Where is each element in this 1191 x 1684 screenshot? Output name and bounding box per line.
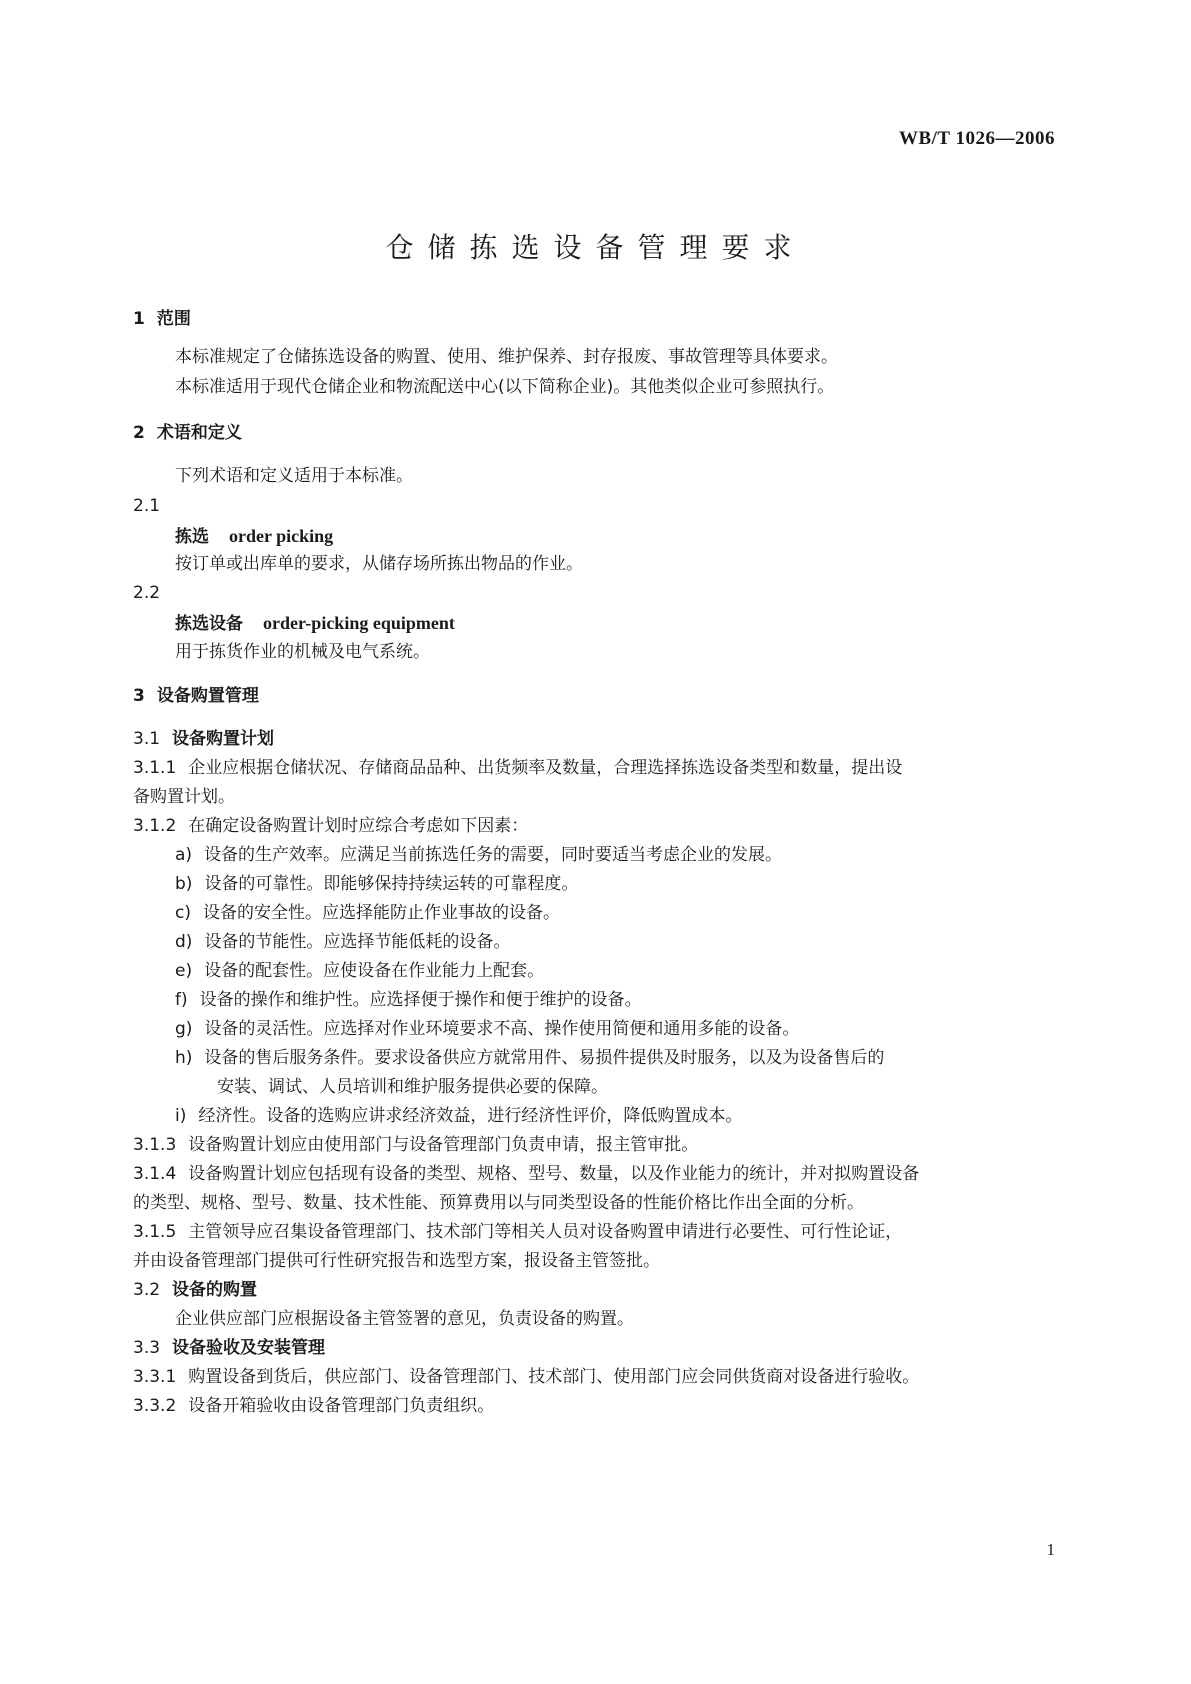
list-label: b) bbox=[175, 874, 193, 894]
list-text: 设备的售后服务条件。要求设备供应方就常用件、易损件提供及时服务，以及为设备售后的 bbox=[204, 1048, 885, 1068]
clause-continuation: 备购置计划。 bbox=[133, 787, 235, 807]
clause-text: 设备购置计划应由使用部门与设备管理部门负责申请，报主管审批。 bbox=[188, 1135, 699, 1155]
list-label: e) bbox=[175, 961, 193, 981]
list-item bbox=[175, 872, 578, 896]
section-title: 范围 bbox=[156, 309, 191, 329]
list-text: 经济性。设备的选购应讲求经济效益，进行经济性评价，降低购置成本。 bbox=[198, 1106, 743, 1126]
paragraph: 本标准适用于现代仓储企业和物流配送中心(以下简称企业)。其他类似企业可参照执行。 bbox=[175, 377, 835, 397]
section-number: 1 bbox=[133, 309, 145, 329]
clause bbox=[133, 814, 528, 838]
section-number: 3 bbox=[133, 686, 145, 706]
list-text: 设备的生产效率。应满足当前拣选任务的需要，同时要适当考虑企业的发展。 bbox=[204, 845, 783, 865]
paragraph: 本标准规定了仓储拣选设备的购置、使用、维护保养、封存报废、事故管理等具体要求。 bbox=[175, 347, 838, 367]
list-item-continuation bbox=[217, 1075, 608, 1099]
clause-text: 在确定设备购置计划时应综合考虑如下因素： bbox=[188, 816, 529, 836]
subsection-heading bbox=[133, 1336, 325, 1360]
clause-number: 3.3.2 bbox=[133, 1396, 177, 1416]
section-1-heading bbox=[133, 307, 191, 331]
term-english: order-picking equipment bbox=[263, 613, 455, 633]
list-text: 设备的操作和维护性。应选择便于操作和便于维护的设备。 bbox=[199, 990, 642, 1010]
clause bbox=[133, 756, 902, 780]
clause-text: 主管领导应召集设备管理部门、技术部门等相关人员对设备购置申请进行必要性、可行性论证， bbox=[188, 1222, 903, 1242]
list-label: f) bbox=[175, 990, 188, 1010]
list-text: 设备的灵活性。应选择对作业环境要求不高、操作使用简便和通用多能的设备。 bbox=[204, 1019, 800, 1039]
clause bbox=[133, 1220, 902, 1244]
list-item bbox=[175, 1046, 884, 1070]
standard-number: WB/T 1026—2006 bbox=[898, 128, 1055, 149]
term-english: order picking bbox=[229, 526, 334, 546]
list-text: 设备的节能性。应选择节能低耗的设备。 bbox=[204, 932, 511, 952]
clause-number: 3.3.1 bbox=[133, 1367, 177, 1387]
clause bbox=[133, 1162, 919, 1186]
section-number: 2 bbox=[133, 423, 145, 443]
list-item bbox=[175, 959, 544, 983]
term-entry bbox=[175, 524, 333, 549]
list-label: c) bbox=[175, 903, 191, 923]
list-item bbox=[175, 930, 510, 954]
list-item bbox=[175, 988, 642, 1012]
clause-number: 3.1.3 bbox=[133, 1135, 177, 1155]
section-title: 术语和定义 bbox=[156, 423, 242, 443]
list-item bbox=[175, 901, 560, 925]
clause-text: 设备购置计划应包括现有设备的类型、规格、型号、数量，以及作业能力的统计，并对拟购置设备 bbox=[188, 1164, 920, 1184]
list-text: 设备的安全性。应选择能防止作业事故的设备。 bbox=[202, 903, 560, 923]
list-label: g) bbox=[175, 1019, 193, 1039]
term-number: 2.2 bbox=[133, 583, 161, 603]
list-label: d) bbox=[175, 932, 193, 952]
term-definition: 按订单或出库单的要求，从储存场所拣出物品的作业。 bbox=[175, 554, 583, 574]
subsection-title: 设备购置计划 bbox=[172, 729, 275, 749]
term-chinese: 拣选 bbox=[175, 527, 209, 547]
subsection-number: 3.2 bbox=[133, 1280, 161, 1300]
clause bbox=[133, 1133, 698, 1157]
term-entry bbox=[175, 611, 455, 636]
list-item bbox=[175, 1017, 799, 1041]
list-label: h) bbox=[175, 1048, 193, 1068]
list-text: 安装、调试、人员培训和维护服务提供必要的保障。 bbox=[217, 1077, 608, 1097]
clause-number: 3.1.2 bbox=[133, 816, 177, 836]
subsection-heading bbox=[133, 727, 274, 751]
clause-number: 3.1.5 bbox=[133, 1222, 177, 1242]
page-number: 1 bbox=[1046, 1540, 1055, 1559]
section-2-heading bbox=[133, 421, 242, 445]
paragraph: 下列术语和定义适用于本标准。 bbox=[175, 466, 413, 486]
term-number: 2.1 bbox=[133, 496, 161, 516]
list-text: 设备的可靠性。即能够保持持续运转的可靠程度。 bbox=[204, 874, 579, 894]
clause-number: 3.1.4 bbox=[133, 1164, 177, 1184]
subsection-title: 设备的购置 bbox=[172, 1280, 258, 1300]
clause-text: 企业应根据仓储状况、存储商品品种、出货频率及数量，合理选择拣选设备类型和数量，提出设 bbox=[188, 758, 903, 778]
subsection-title: 设备验收及安装管理 bbox=[172, 1338, 326, 1358]
paragraph: 企业供应部门应根据设备主管签署的意见，负责设备的购置。 bbox=[175, 1309, 634, 1329]
subsection-number: 3.3 bbox=[133, 1338, 161, 1358]
section-3-heading bbox=[133, 684, 259, 708]
section-title: 设备购置管理 bbox=[156, 686, 259, 706]
clause-continuation: 并由设备管理部门提供可行性研究报告和选型方案，报设备主管签批。 bbox=[133, 1251, 660, 1271]
subsection-heading bbox=[133, 1278, 257, 1302]
clause bbox=[133, 1394, 494, 1418]
list-text: 设备的配套性。应使设备在作业能力上配套。 bbox=[204, 961, 545, 981]
term-chinese: 拣选设备 bbox=[175, 614, 243, 634]
list-label: i) bbox=[175, 1106, 187, 1126]
list-item bbox=[175, 1104, 742, 1128]
clause-number: 3.1.1 bbox=[133, 758, 177, 778]
clause-text: 购置设备到货后，供应部门、设备管理部门、技术部门、使用部门应会同供货商对设备进行验收。 bbox=[188, 1367, 920, 1387]
subsection-number: 3.1 bbox=[133, 729, 161, 749]
list-label: a) bbox=[175, 845, 193, 865]
term-definition: 用于拣货作业的机械及电气系统。 bbox=[175, 642, 430, 662]
clause bbox=[133, 1365, 919, 1389]
clause-continuation: 的类型、规格、型号、数量、技术性能、预算费用以与同类型设备的性能价格比作出全面的分析。 bbox=[133, 1193, 864, 1213]
clause-text: 设备开箱验收由设备管理部门负责组织。 bbox=[188, 1396, 495, 1416]
list-item bbox=[175, 843, 782, 867]
document-title: 仓储拣选设备管理要求 bbox=[385, 231, 806, 264]
